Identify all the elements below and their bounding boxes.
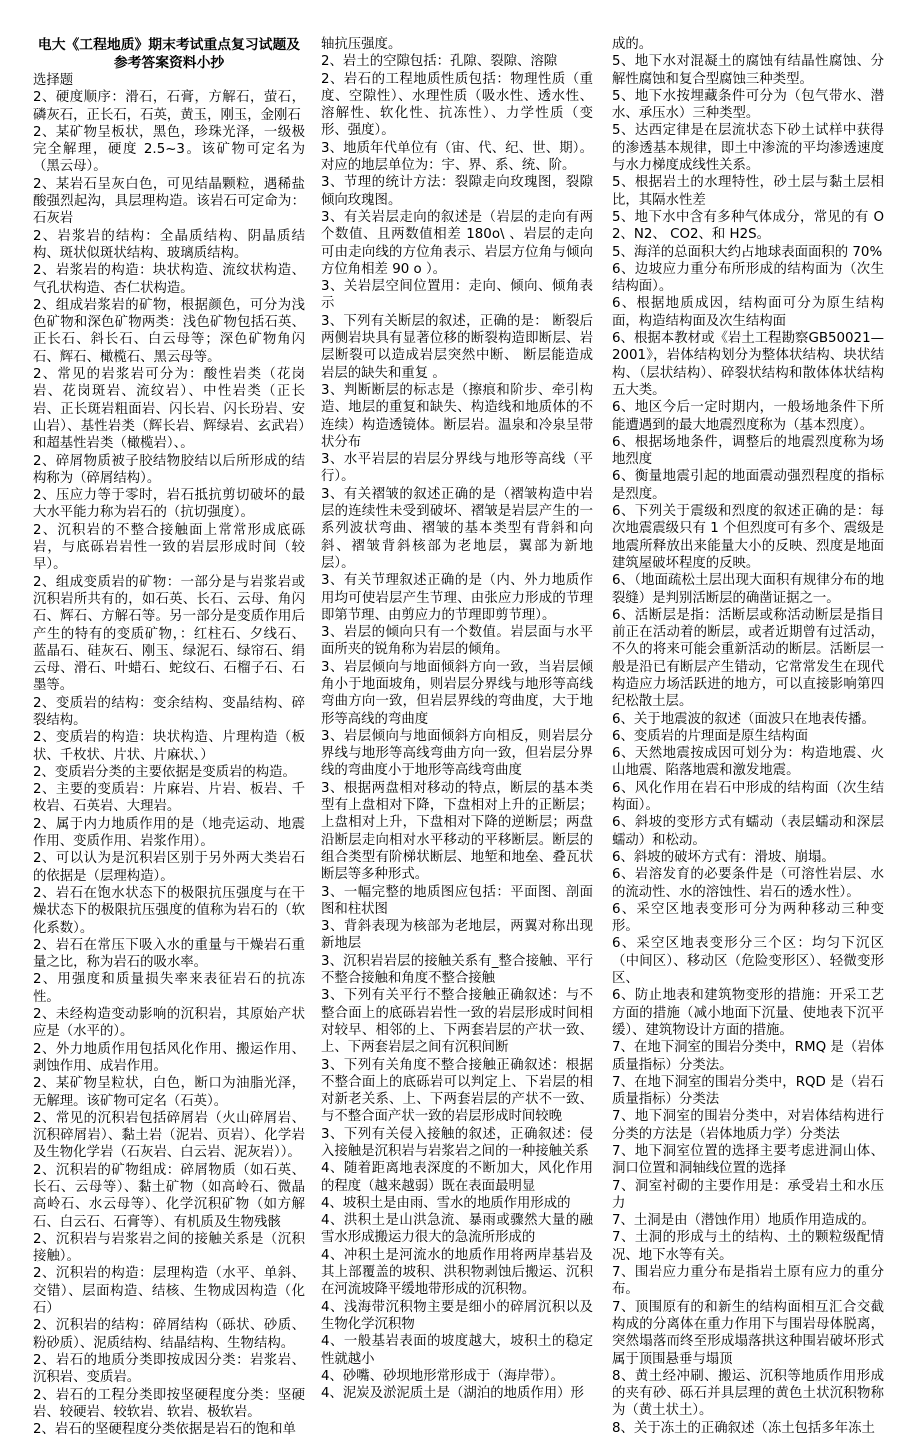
question-item: 4、坡积土是由雨、雪水的地质作用形成的: [321, 1195, 571, 1211]
question-item: 7、地下洞室的围岩分类中，对岩体结构进行分类的方法是（岩体地质力学）分类法: [612, 1109, 884, 1142]
question-item: 3、下列有关侵入接触的叙述，正确叙述：侵入接触是沉积岩与岩浆岩之间的一种接触关系: [321, 1126, 593, 1159]
question-item: 6、变质岩的片理面是原生结构面: [612, 728, 808, 744]
question-item: 6、斜坡的破坏方式有：滑坡、崩塌。: [612, 849, 835, 865]
question-item: 8、黄土经冲刷、搬运、沉积等地质作用形成的夹有砂、砾石并具层理的黄色土状沉积物称为（黄土状土）。: [612, 1368, 884, 1419]
question-item: 6、根据地质成因，结构面可分为原生结构面，构造结构面及次生结构面: [612, 296, 884, 329]
question-item: 2、岩石在饱水状态下的极限抗压强度与在干燥状态下的极限抗压强度的值称为岩石的（软化系数）。: [33, 885, 305, 936]
question-item: 6、下列关于震级和烈度的叙述正确的是：每次地震震级只有 1 个但烈度可有多个、震级是地震所释放出来能量大小的反映、烈度是地面建筑屋破坏程度的反映。: [612, 504, 884, 571]
question-item: 3、岩层倾向与地面倾斜方向一致，当岩层倾角小于地面坡角，则岩层分界线与地形等高线弯曲方向一致，但岩层界线的弯曲度，大于地形等高线的弯曲度: [321, 659, 593, 727]
question-item: 2、未经构造变动影响的沉积岩，其原始产状应是（水平的）。: [33, 1007, 305, 1040]
question-item: 2、硬度顺序：滑石，石膏，方解石，萤石，磷灰石，正长石，石英，黄玉，刚玉，金刚石: [33, 90, 305, 123]
question-item: 2、属于内力地质作用的是（地壳运动、地震作用、变质作用、岩浆作用）。: [33, 816, 305, 850]
question-item: 2、某矿物呈粒状，白色，断口为油脂光泽，无解理。该矿物可定名（石英）。: [33, 1076, 305, 1109]
question-item: 6、根据本教材或《岩土工程勘察GB50021—2001》，岩体结构划分为整体状结构、块状结构、（层状结构）、碎裂状结构和散体体状结构五大类。: [612, 331, 884, 398]
column-3: [612, 36, 884, 1437]
question-item: 2、组成变质岩的矿物：一部分是与岩浆岩或沉积岩所共有的，如石英、长石、云母、角闪石、辉石、方解石等。另一部分是变质作用后产生的特有的变质矿物，：红柱石、夕线石、蓝晶石、硅灰石、刚玉、绿泥石、绿帘石、绢云母、滑石、叶蜡石、蛇纹石、石榴子石、石墨等。: [33, 574, 305, 694]
question-item: 2、可以认为是沉积岩区别于另外两大类岩石的依据是（层理构造）。: [33, 851, 305, 884]
column-2: [321, 36, 593, 1402]
question-item: 3、背斜表现为核部为老地层，两翼对称出现新地层: [321, 919, 593, 952]
question-item: 3、下列有关角度不整合接触正确叙述：根据不整合面上的底砾岩可以判定上、下岩层的相对新老关系、上、下两套岩层的产状不一致、与不整合面产状一致的岩层形成时间较晚: [321, 1057, 593, 1125]
question-item: 3、有关岩层走向的叙述是（岩层的走向有两个数值、且两数值相差 180o\ 、岩层的走向可由走向线的方位角表示、岩层方位角与倾向方位角相差 90 o ）。: [321, 209, 593, 277]
question-item: 2、某岩石呈灰白色，可见结晶颗粒，遇稀盐酸强烈起沟，具层理构造。该岩石可定命为：石灰岩: [33, 176, 305, 227]
question-item: 2、变质岩的结构：变余结构、变晶结构、碎裂结构。: [33, 695, 305, 728]
question-item: 7、洞室衬砌的主要作用是：承受岩土和水压力: [612, 1178, 884, 1211]
question-item: 2、岩石的工程地质性质包括：物理性质（重度、空隙性）、水理性质（吸水性、透水性、溶解性、软化性、抗冻性）、力学性质（变形、强度）。: [321, 71, 593, 139]
question-item: 3、地质年代单位有（宙、代、纪、世、期）。对应的地层单位为：宇、界、系、统、阶。: [321, 140, 593, 174]
question-item: 6、边坡应力重分布所形成的结构面为（次生结构面）。: [612, 261, 884, 295]
question-item: 6、斜坡的变形方式有蠕动（表层蠕动和深层蠕动）和松动。: [612, 815, 884, 848]
question-item: 6、天然地震按成因可划分为：构造地震、火山地震、陷落地震和激发地震。: [612, 746, 884, 779]
question-item: 7、土洞是由（潜蚀作用）地质作用造成的。: [612, 1213, 875, 1229]
question-item: 4、随着距离地表深度的不断加大，风化作用的程度（越来越弱）既在表面最明显: [321, 1161, 593, 1194]
question-item: 6、防止地表和建筑物变形的措施：开采工艺方面的措施（减小地面下沉量、使地表下沉平缓）、建筑物设计方面的措施。: [612, 988, 884, 1038]
question-item: 2、某矿物呈板状，黑色，珍珠光泽，一级极完全解理，硬度 2.5~3。该矿物可定名为（黑云母）。: [33, 124, 305, 175]
question-item: 2、岩石在常压下吸入水的重量与干燥岩石重量之比，称为岩石的吸水率。: [33, 937, 305, 971]
question-item: 2、常见的岩浆岩可分为：酸性岩类（花岗岩、花岗斑岩、流纹岩）、中性岩类（正长岩、正长斑岩粗面岩、闪长岩、闪长玢岩、安山岩）、基性岩类（辉长岩、辉绿岩、玄武岩）和超基性岩类（橄榄岩）、。: [33, 367, 305, 452]
question-item: 5、地下水对混凝土的腐蚀有结晶性腐蚀、分解性腐蚀和复合型腐蚀三种类型。: [612, 54, 884, 87]
question-item: 5、根据岩土的水理特性，砂土层与黏土层相比，其隔水性差: [612, 175, 884, 208]
question-item: 6、采空区地表变形分三个区：均匀下沉区（中间区）、移动区（危险变形区）、轻微变形区、: [612, 936, 884, 987]
question-item: 4、泥炭及淤泥质土是（湖泊的地质作用）形: [321, 1386, 584, 1402]
question-item: 3、水平岩层的岩层分界线与地形等高线（平行）。: [321, 452, 593, 485]
question-item: 2、岩石的工程分类即按坚硬程度分类：坚硬岩、较硬岩、较软岩、软岩、极软岩。: [33, 1387, 305, 1420]
question-item: 3、下列有关断层的叙述，正确的是： 断裂后两侧岩块具有显著位移的断裂构造即断层、岩层断裂可以造成岩层突然中断、 断层能造成岩层的缺失和重复 。: [321, 313, 593, 381]
question-item: 3、判断断层的标志是（擦痕和阶步、牵引构造、地层的重复和缺失、构造线和地质体的不连续）构造透镜体。断层岩。温泉和冷泉呈带状分布: [321, 382, 593, 450]
question-item: 7、围岩应力重分布是指岩土原有应力的重分布。: [612, 1265, 884, 1298]
question-item: 6、风化作用在岩石中形成的结构面（次生结构面）。: [612, 780, 884, 814]
question-item: 3、岩层倾向与地面倾斜方向相反，则岩层分界线与地形等高线弯曲方向一致，但岩层分界线的弯曲度小于地形等高线弯曲度: [321, 728, 593, 779]
question-item: 3、沉积岩岩层的接触关系有_整合接触、平行不整合接触和角度不整合接触: [321, 953, 593, 987]
question-item: 2、变质岩分类的主要依据是变质岩的构造。: [33, 764, 296, 780]
question-item: 7、顶围原有的和新生的结构面相互汇合交截构成的分离体在重力作用下与围岩母体脱离，突然塌落而终至形成塌落拱这种围岩破坏形式属于顶围悬垂与塌顶: [612, 1299, 884, 1367]
question-item: 4、一般基岩表面的坡度越大，坡积土的稳定性就越小: [321, 1334, 593, 1367]
question-item: 轴抗压强度。: [321, 37, 402, 52]
question-item: 2、岩浆岩的构造：块状构造、流纹状构造、气孔状构造、杏仁状构造。: [33, 263, 305, 296]
question-item: 2、沉积岩的结构：碎屑结构（砾状、砂质、粉砂质）、泥质结构、结晶结构、生物结构。: [33, 1318, 305, 1351]
question-item: 3、根据两盘相对移动的特点，断层的基本类型有上盘相对下降，下盘相对上升的正断层；上盘相对上升，下盘相对下降的逆断层；两盘沿断层走向相对水平移动的平移断层。断层的组合类型有阶梯状断层、地堑和地垒、叠瓦状断层等多种形式。: [321, 780, 593, 883]
question-item: 2、碎屑物质被子胶结物胶结以后所形成的结构称为（碎屑结构）。: [33, 453, 305, 486]
question-item: 2、沉积岩的构造：层理构造（水平、单斜、交错）、层面构造、结核、生物成因构造（化石）: [33, 1266, 305, 1317]
question-item: 3、节理的统计方法：裂隙走向玫瑰图，裂隙倾向玫瑰图。: [321, 175, 593, 208]
question-item: 4、洪积土是山洪急流、暴雨或骤然大量的融雪水形成搬运力很大的急流所形成的: [321, 1213, 593, 1246]
question-item: 4、砂嘴、砂坝地形常形成于（海岸带）。: [321, 1368, 564, 1384]
question-item: 3、关岩层空间位置用：走向、倾向、倾角表示: [321, 279, 593, 312]
question-item: 6、（地面疏松土层出现大面积有规律分布的地裂缝）是判别活断层的确凿证据之一。: [612, 573, 884, 606]
question-item: 成的。: [612, 37, 653, 52]
question-item: 2、沉积岩的矿物组成：碎屑物质（如石英、长石、云母等）、黏土矿物（如高岭石、微晶高岭石、水云母等）、化学沉积矿物（如方解石、白云石、石膏等）、有机质及生物残骸: [33, 1162, 305, 1230]
question-item: 3、一幅完整的地质图应包括：平面图、剖面图和柱状图: [321, 884, 593, 917]
column-1: [33, 36, 305, 1438]
question-item: 3、下列有关平行不整合接触正确叙述：与不整合面上的底砾岩岩性一致的岩层形成时间相对较早、相邻的上、下两套岩层的产状一致、上、下两套岩层之间有沉积间断: [321, 988, 593, 1056]
question-item: 7、在地下洞室的围岩分类中，RMQ 是（岩体质量指标）分类法。: [612, 1040, 884, 1073]
question-item: 3、有关褶皱的叙述正确的是（褶皱构造中岩层的连续性未受到破坏、褶皱是岩层产生的一系列波状弯曲、褶皱的基本类型有背斜和向斜、褶皱背斜核部为老地层，翼部为新地层）。: [321, 486, 593, 571]
question-item: 8、关于冻土的正确叙述（冻土包括多年冻土: [612, 1420, 875, 1436]
document-title: 电大《工程地质》期末考试重点复习试题及参考答案资料小抄: [37, 37, 301, 71]
question-item: 2、外力地质作用包括风化作用、搬运作用、剥蚀作用、成岩作用。: [33, 1041, 305, 1074]
question-item: 5、达西定律是在层流状态下砂土试样中获得的渗透基本规律，即土中渗流的平均渗透速度与水力梯度成线性关系。: [612, 123, 884, 174]
question-item: 2、岩浆岩的结构：全晶质结构、阴晶质结构、斑状似斑状结构、玻璃质结构。: [33, 228, 305, 261]
question-item: 2、岩土的空隙包括：孔隙、裂隙、溶隙: [321, 54, 558, 70]
question-item: 2、沉积岩与岩浆岩之间的接触关系是（沉积接触）。: [33, 1231, 305, 1265]
question-item: 6、衡量地震引起的地面震动强烈程度的指标是烈度。: [612, 469, 884, 502]
question-item: 7、土洞的形成与土的结构、土的颗粒级配情况、地下水等有关。: [612, 1230, 884, 1263]
question-item: 7、地下洞室位置的选择主要考虑进洞山体、洞口位置和洞轴线位置的选择: [612, 1144, 884, 1177]
question-item: 4、浅海带沉积物主要是细小的碎屑沉积以及生物化学沉积物: [321, 1299, 593, 1332]
question-item: 6、关于地震波的叙述（面波只在地表传播。: [612, 711, 875, 727]
question-item: 6、活断层是指：活断层或称活动断层是指目前正在活动着的断层，或者近期曾有过活动，不久的将来可能会重新活动的断层。活断层一般是沿已有断层产生错动，它常常发生在现代构造应力场活跃进的地方，可以直接影响第四纪松散土层。: [612, 607, 884, 710]
question-item: 2、压应力等于零时，岩石抵抗剪切破坏的最大水平能力称为岩石的（抗切强度）。: [33, 488, 305, 521]
question-item: 2、组成岩浆岩的矿物，根据颜色，可分为浅色矿物和深色矿物两类：浅色矿物包括石英、正长石、斜长石、白云母等；深色矿物角闪石、辉石、橄榄石、黑云母等。: [33, 297, 305, 365]
question-item: 3、有关节理叙述正确的是（内、外力地质作用均可使岩层产生节理、由张应力形成的节理即第节理、由剪应力的节理即剪节理）。: [321, 573, 593, 623]
question-item: 2、主要的变质岩：片麻岩、片岩、板岩、千枚岩、石英岩、大理岩。: [33, 782, 305, 815]
question-item: 2、用强度和质量损失率来表征岩石的抗冻性。: [33, 972, 305, 1005]
question-item: 2、岩石的地质分类即按成因分类：岩浆岩、沉积岩、变质岩。: [33, 1352, 305, 1386]
question-item: 2、常见的沉积岩包括碎屑岩（火山碎屑岩、沉积碎屑岩）、黏土岩（泥岩、页岩）、化学岩及生物化学岩（石灰岩、白云岩、泥灰岩））。: [33, 1110, 305, 1161]
question-item: 6、岩溶发育的必要条件是（可溶性岩层、水的流动性、水的溶蚀性、岩石的透水性）。: [612, 867, 884, 900]
question-item: 2、沉积岩的不整合接触面上常常形成底砾岩，与底砾岩岩性一致的岩层形成时间（较早）。: [33, 522, 305, 573]
question-item: 4、冲积土是河流水的地质作用将两岸基岩及其上部覆盖的坡积、洪积物剥蚀后搬运、沉积在河流坡降平缓地带形成的沉积物。: [321, 1247, 593, 1298]
question-item: 3、岩层的倾向只有一个数值。岩层面与水平面所夹的锐角称为岩层的倾角。: [321, 625, 593, 658]
question-item: 5、地下水中含有多种气体成分，常见的有 O2、N2、 CO2、和 H2S。: [612, 209, 884, 243]
question-item: 7、在地下洞室的围岩分类中，RQD 是（岩石质量指标）分类法: [612, 1074, 884, 1108]
question-item: 6、地区今后一定时期内，一般场地条件下所能遭遇到的最大地震烈度称为（基本烈度）。: [612, 400, 884, 433]
question-item: 5、海洋的总面积大约占地球表面面积的 70%: [612, 244, 883, 260]
question-item: 6、采空区地表变形可分为两种移动三种变形。: [612, 901, 884, 935]
section-heading: 选择题: [33, 73, 74, 88]
question-item: 2、岩石的坚硬程度分类依据是岩石的饱和单: [33, 1422, 296, 1438]
question-item: 5、地下水按埋藏条件可分为（包气带水、潜水、承压水）三种类型。: [612, 88, 884, 122]
question-item: 2、变质岩的构造：块状构造、片理构造（板状、千枚状、片状、片麻状、）: [33, 730, 305, 763]
question-item: 6、根据场地条件，调整后的地震烈度称为场地烈度: [612, 434, 884, 468]
